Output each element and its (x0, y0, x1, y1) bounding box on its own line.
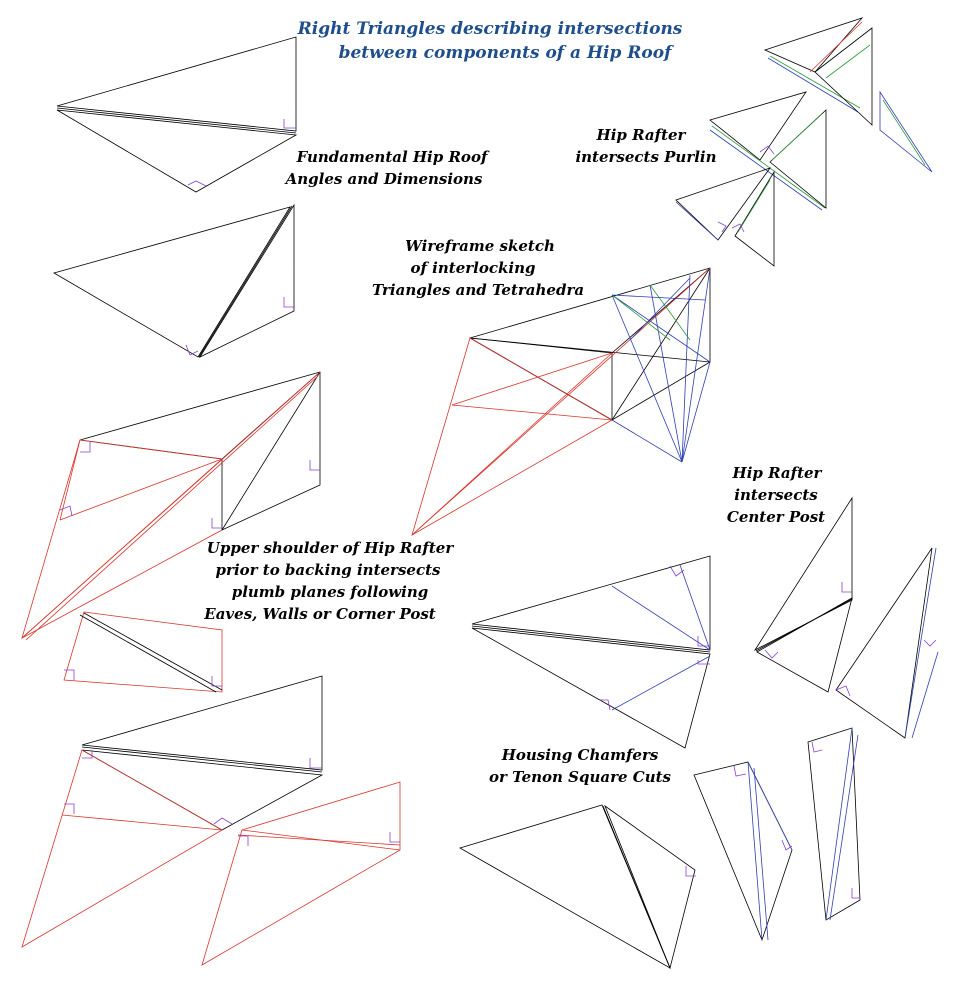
caption-wireframe (372, 237, 584, 299)
caption-upper-shoulder-line-2: prior to backing intersects (215, 561, 441, 579)
caption-wireframe-line-1: Wireframe sketch (405, 237, 555, 255)
caption-fundamental (284, 148, 490, 188)
post-plane-triangles (472, 556, 710, 748)
caption-fundamental-line-2: Angles and Dimensions (285, 170, 483, 188)
caption-housing (489, 746, 672, 786)
caption-center-post-line-2: intersects (734, 486, 818, 504)
eaves-wall-triangles (22, 676, 400, 965)
fundamental-triangles (57, 37, 296, 192)
caption-center-post (727, 464, 825, 526)
diagram-title (297, 19, 683, 63)
upper-shoulder-triangles (22, 372, 320, 692)
caption-housing-line-1: Housing Chamfers (501, 746, 659, 764)
caption-fundamental-line-1: Fundamental Hip Roof (296, 148, 488, 166)
caption-upper-shoulder-line-3: plumb planes following (231, 583, 429, 601)
title-line-2: between components of a Hip Roof (338, 43, 672, 63)
center-post-triangles (755, 498, 938, 738)
caption-upper-shoulder-line-4: Eaves, Walls or Corner Post (204, 605, 436, 623)
caption-wireframe-line-3: Triangles and Tetrahedra (371, 281, 585, 299)
hip-rafter-triangles (54, 205, 294, 357)
tenon-square-triangles (694, 728, 860, 940)
caption-purlin (575, 126, 716, 166)
caption-housing-line-2: or Tenon Square Cuts (489, 768, 671, 786)
caption-purlin-line-1: Hip Rafter (596, 126, 686, 144)
purlin-triangles (676, 18, 932, 266)
caption-purlin-line-2: intersects Purlin (575, 148, 717, 166)
caption-upper-shoulder (203, 539, 454, 623)
caption-upper-shoulder-line-1: Upper shoulder of Hip Rafter (206, 539, 454, 557)
caption-wireframe-line-2: of interlocking (410, 259, 536, 277)
title-line-1: Right Triangles describing intersections (297, 19, 683, 39)
housing-chamfer-triangles (460, 805, 696, 968)
wireframe-sketch (412, 268, 710, 535)
caption-center-post-line-1: Hip Rafter (732, 464, 822, 482)
caption-center-post-line-3: Center Post (726, 508, 826, 526)
